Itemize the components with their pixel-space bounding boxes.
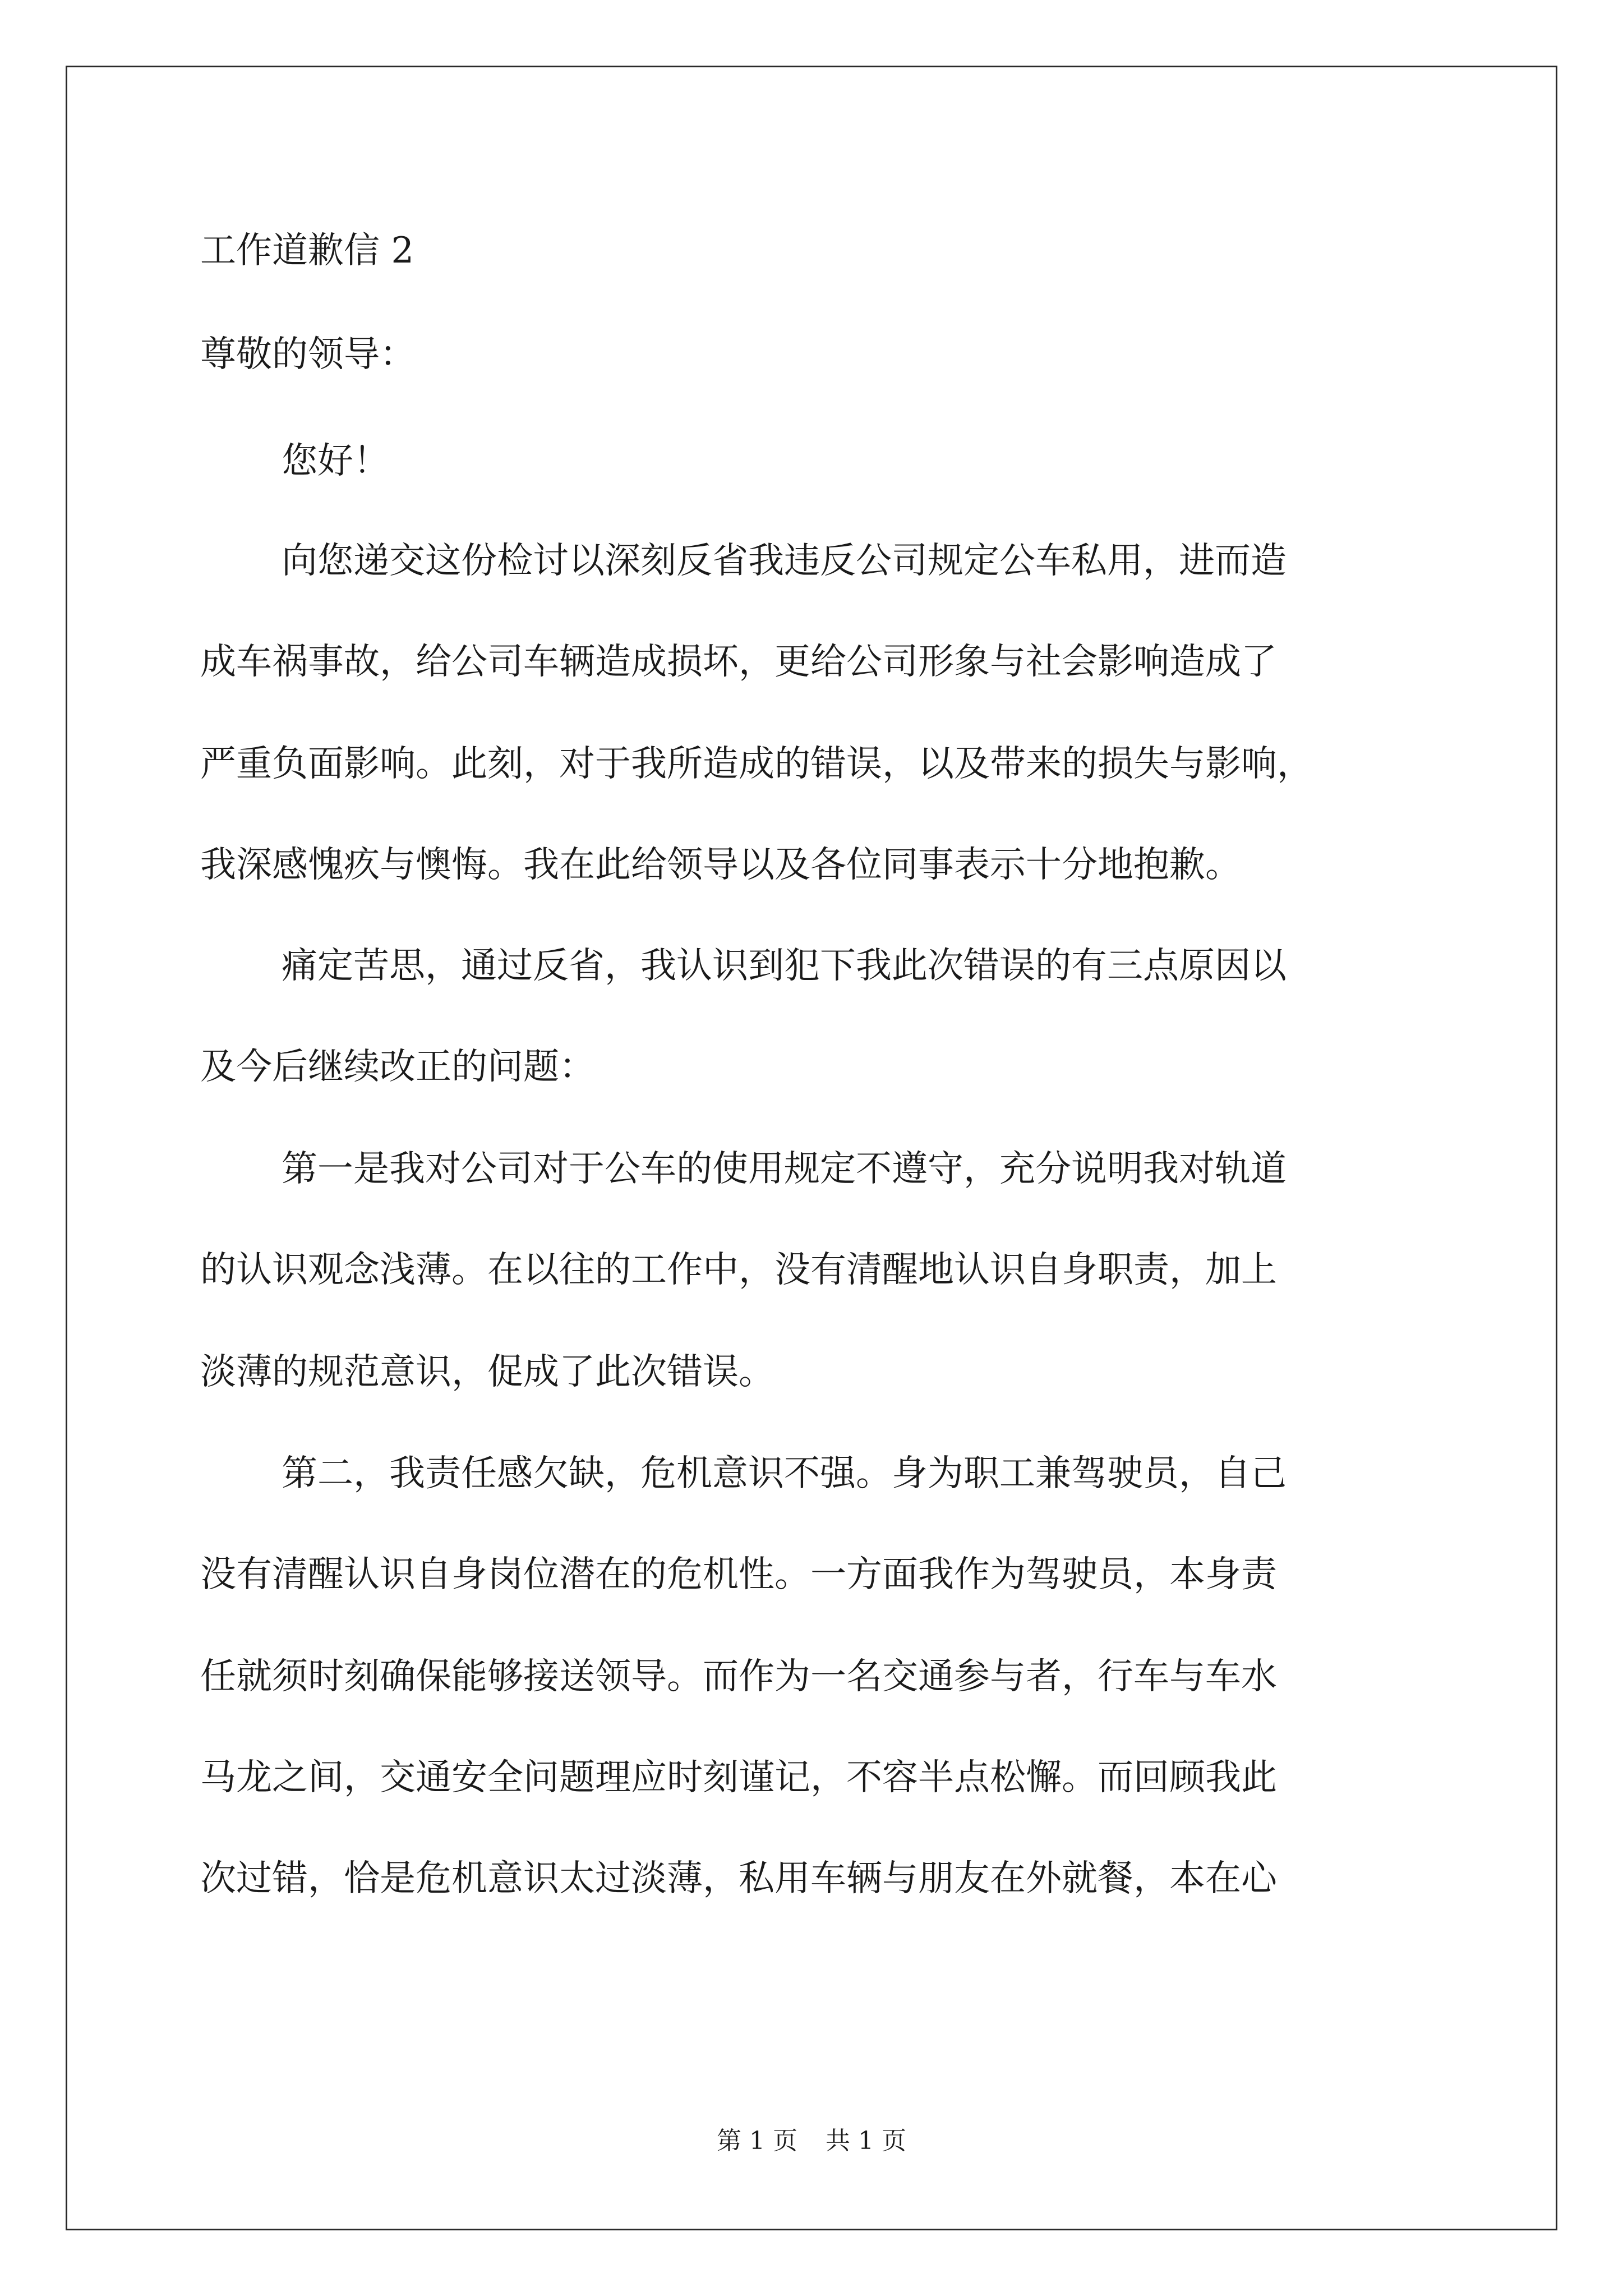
page-total: 共 1 页 — [826, 2127, 906, 2155]
page-number: 第 1 页 — [717, 2127, 797, 2155]
paragraph-line: 马龙之间，交通安全问题理应时刻谨记，不容半点松懈。而回顾我此 — [200, 1757, 1277, 1798]
paragraph-line: 淡薄的规范意识，促成了此次错误。 — [200, 1351, 774, 1393]
page-footer — [0, 2129, 1623, 2154]
paragraph-line: 我深感愧疚与懊悔。我在此给领导以及各位同事表示十分地抱歉。 — [200, 844, 1241, 886]
greeting: 您好！ — [282, 440, 389, 482]
paragraph-line: 痛定苦思，通过反省，我认识到犯下我此次错误的有三点原因以 — [282, 945, 1287, 987]
salutation: 尊敬的领导： — [200, 334, 416, 375]
paragraph-line: 及今后继续改正的问题： — [200, 1046, 595, 1088]
document-title: 工作道歉信 2 — [200, 230, 414, 272]
paragraph-line: 严重负面影响。此刻，对于我所造成的错误，以及带来的损失与影响， — [200, 743, 1313, 785]
paragraph-line: 第二，我责任感欠缺，危机意识不强。身为职工兼驾驶员，自己 — [282, 1453, 1287, 1494]
paragraph-line: 成车祸事故，给公司车辆造成损坏，更给公司形象与社会影响造成了 — [200, 641, 1277, 683]
paragraph-line: 次过错，恰是危机意识太过淡薄，私用车辆与朋友在外就餐，本在心 — [200, 1858, 1277, 1899]
paragraph-line: 任就须时刻确保能够接送领导。而作为一名交通参与者，行车与车水 — [200, 1656, 1277, 1697]
paragraph-line: 向您递交这份检讨以深刻反省我违反公司规定公车私用，进而造 — [282, 540, 1287, 582]
paragraph-line: 的认识观念浅薄。在以往的工作中，没有清醒地认识自身职责，加上 — [200, 1249, 1277, 1291]
paragraph-line: 第一是我对公司对于公车的使用规定不遵守，充分说明我对轨道 — [282, 1148, 1287, 1190]
paragraph-line: 没有清醒认识自身岗位潜在的危机性。一方面我作为驾驶员，本身责 — [200, 1554, 1277, 1595]
